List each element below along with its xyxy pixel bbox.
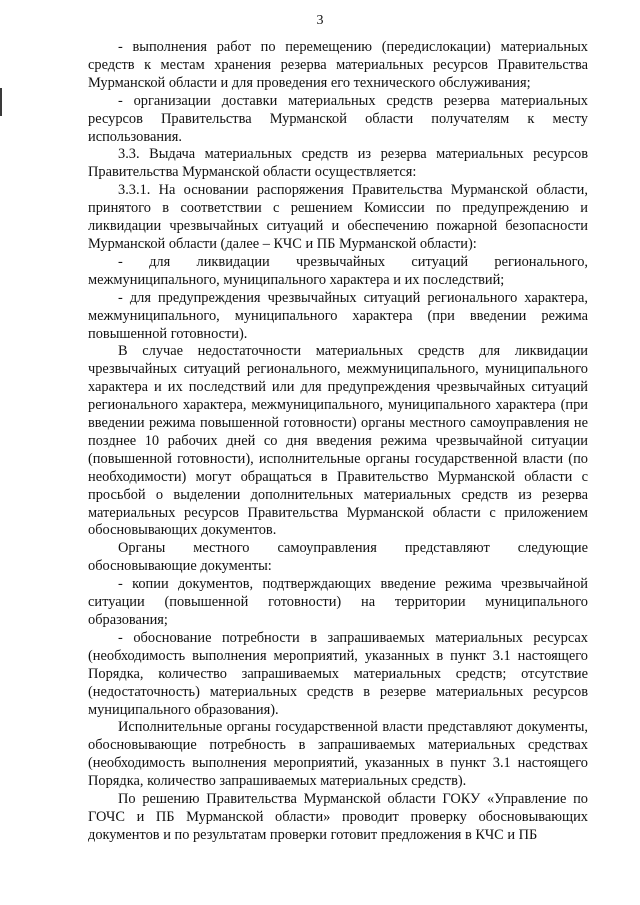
paragraph-justification: - обоснование потребности в запрашиваемых материальных ресурсах (необходимость выполнения мероприятий, указанных в пункт 3.1 настоящего Порядка, количество запрашиваемых материальных средств; отсутствие (недостаточность) материальных средств в резерве материальных ресурсов муниципального образования). [88, 629, 588, 718]
paragraph-gocu-decision: По решению Правительства Мурманской области ГОКУ «Управление по ГОЧС и ПБ Мурманской области» проводит проверку обосновывающих документов и по результатам проверки готовит предложения в КЧС и ПБ [88, 791, 588, 843]
document-body [88, 39, 588, 845]
paragraph-executive-bodies: Исполнительные органы государственной власти представляют документы, обосновывающие потребность в запрашиваемых материальных средствах (необходимость выполнения мероприятий, указанных в пункт 3.1 настоящего Порядка, количество запрашиваемых материальных средств). [88, 719, 588, 790]
page-number: 3 [316, 13, 324, 28]
binding-mark [0, 88, 2, 116]
paragraph-3-3-1: 3.3.1. На основании распоряжения Правительства Мурманской области, принятого в соответствии с решением Комиссии по предупреждению и ликвидации чрезвычайных ситуаций и обеспечению пожарной безопасности Мурманской области (далее – КЧС и ПБ Мурманской области): [88, 182, 588, 252]
paragraph-insufficiency: В случае недостаточности материальных средств для ликвидации чрезвычайных ситуаций регионального, межмуниципального, муниципального характера и их последствий или для предупреждения чрезвычайных ситуаций регионального характера, межмуниципального, муниципального характера (при введении режима повышенной готовности) органы местного самоуправления не позднее 10 рабочих дней со дня введения режима чрезвычайной ситуации (повышенной готовности), исполнительные органы государственной власти (по необходимости) могут обращаться в Правительство Мурманской области с просьбой о выделении дополнительных материальных средств из резерва материальных ресурсов Правительства Мурманской области с приложением обосновывающих документов. [88, 343, 588, 539]
paragraph-prevention: - для предупреждения чрезвычайных ситуаций регионального характера, межмуниципального, муниципального характера (при введении режима повышенной готовности). [88, 289, 588, 342]
paragraph-relocation: - выполнения работ по перемещению (передислокации) материальных средств к местам хранения резерва материальных ресурсов Правительства Мурманской области и для проведения его технического обслуживания; [88, 39, 588, 91]
paragraph-copies: - копии документов, подтверждающих введение режима чрезвычайной ситуации (повышенной готовности) на территории муниципального образования; [88, 576, 588, 628]
paragraph-local-bodies: Органы местного самоуправления представляют следующие обосновывающие документы: [88, 540, 588, 575]
paragraph-3-3: 3.3. Выдача материальных средств из резерва материальных ресурсов Правительства Мурманской области осуществляется: [88, 146, 588, 181]
paragraph-liquidation: - для ликвидации чрезвычайных ситуаций регионального, межмуниципального, муниципального характера и их последствий; [88, 253, 588, 288]
paragraph-delivery: - организации доставки материальных средств резерва материальных ресурсов Правительства Мурманской области получателям к месту использования. [88, 92, 588, 145]
